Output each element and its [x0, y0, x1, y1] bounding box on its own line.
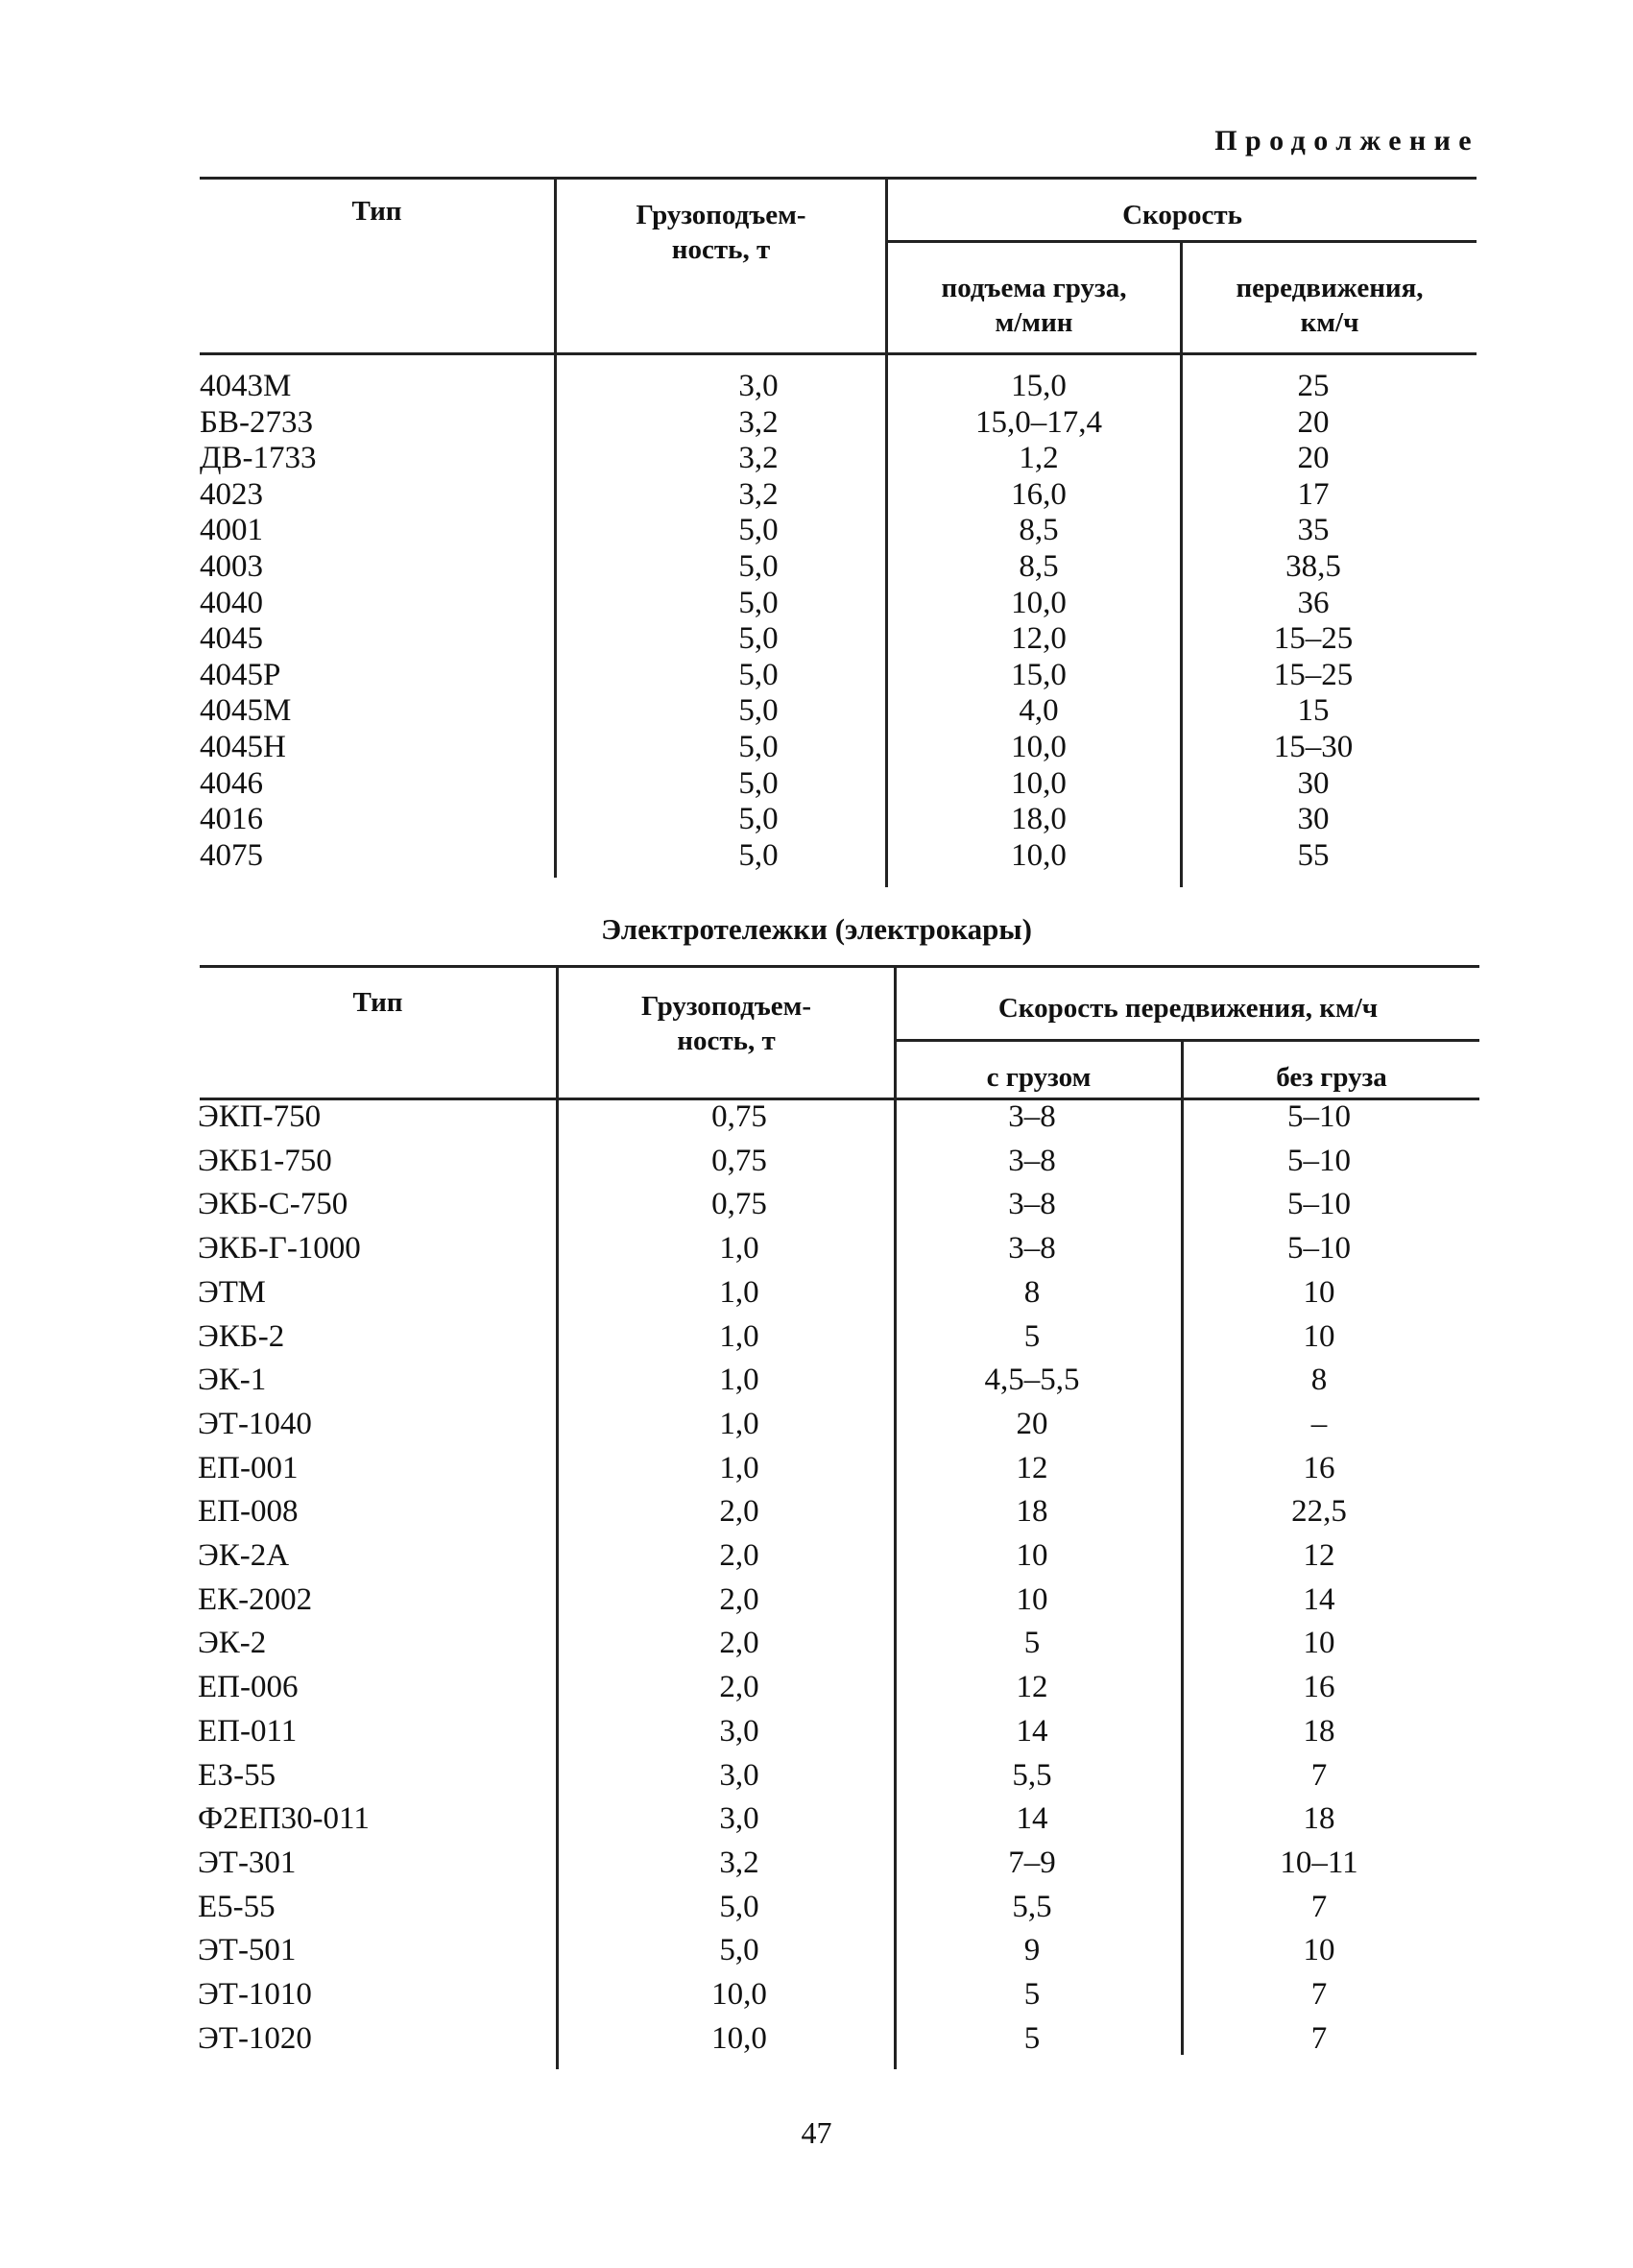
cell-capacity: 3,2 — [738, 404, 779, 440]
cell-speed-1: 7–9 — [1008, 1845, 1056, 1880]
cell-speed-1: 5,5 — [1012, 1889, 1052, 1924]
cell-speed-2: 18 — [1303, 1713, 1335, 1749]
cell-type: 4045М — [200, 693, 292, 729]
cell-type: 4040 — [200, 585, 263, 620]
cell-speed-1: 5 — [1023, 1626, 1041, 1661]
cell-speed-1: 14 — [1016, 1713, 1048, 1749]
table-1-header-speed: Скорость — [1122, 200, 1242, 230]
cell-capacity: 5,0 — [738, 730, 779, 764]
cell-capacity: 3,2 — [738, 476, 779, 512]
cell-speed-2: 17 — [1297, 476, 1330, 512]
cell-capacity: 3,0 — [719, 1757, 759, 1793]
cell-type: ЭТ-301 — [198, 1845, 297, 1880]
cell-speed-2: 10 — [1303, 1318, 1335, 1354]
cell-capacity: 3,0 — [719, 1713, 759, 1749]
cell-capacity: 5,0 — [738, 765, 779, 801]
table-2-header-capacity: Грузоподъем- ность, т — [640, 991, 812, 1056]
cell-capacity: 10,0 — [711, 1977, 767, 2012]
cell-type: Ф2ЕП30-011 — [198, 1801, 370, 1837]
cell-speed-2: 38,5 — [1285, 549, 1341, 584]
cell-type: ЭКБ1-750 — [198, 1143, 332, 1178]
cell-speed-1: 12,0 — [1011, 621, 1067, 657]
cell-speed-1: 10 — [1016, 1581, 1048, 1617]
cell-speed-2: 5–10 — [1287, 1143, 1351, 1178]
cell-type: ЭТ-501 — [198, 1933, 297, 1968]
cell-speed-1: 3–8 — [1008, 1231, 1056, 1267]
cell-type: ЭТМ — [198, 1274, 266, 1310]
cell-speed-1: 5 — [1023, 2020, 1041, 2056]
cell-speed-2: – — [1310, 1406, 1328, 1441]
cell-type: 4045 — [200, 621, 263, 657]
table-1-header-capacity: Грузоподъем- ность, т — [636, 200, 806, 265]
cell-speed-1: 15,0–17,4 — [975, 404, 1102, 440]
table-1-header-bottom-rule — [200, 352, 1477, 355]
cell-capacity: 5,0 — [719, 1889, 759, 1924]
cell-capacity: 5,0 — [738, 513, 779, 548]
cell-speed-2: 30 — [1297, 802, 1330, 837]
table-2-divider-3 — [1181, 1039, 1184, 2055]
cell-capacity: 10,0 — [711, 2020, 767, 2056]
page-number: 47 — [801, 2115, 832, 2150]
cell-speed-2: 15 — [1297, 693, 1330, 729]
cell-speed-1: 10,0 — [1011, 837, 1067, 873]
table-2-divider-1 — [556, 965, 559, 2069]
cell-type: БВ-2733 — [200, 404, 313, 440]
cell-capacity: 2,0 — [719, 1626, 759, 1661]
cell-capacity: 2,0 — [719, 1538, 759, 1573]
table-1-header-travel: передвижения, км/ч — [1236, 273, 1424, 338]
cell-capacity: 1,0 — [719, 1450, 759, 1485]
table-2-header-type: Тип — [352, 987, 403, 1018]
cell-speed-2: 15–25 — [1273, 657, 1354, 692]
table-1-top-rule-left — [200, 177, 886, 180]
cell-capacity: 2,0 — [719, 1670, 759, 1705]
cell-speed-2: 25 — [1297, 369, 1330, 403]
cell-type: ЕП-006 — [198, 1670, 299, 1705]
cell-type: ЕП-008 — [198, 1494, 299, 1530]
cell-speed-2: 7 — [1310, 1889, 1328, 1924]
cell-type: ЭТ-1040 — [198, 1406, 312, 1441]
cell-speed-1: 4,0 — [1019, 693, 1059, 729]
cell-speed-1: 3–8 — [1008, 1099, 1056, 1134]
cell-capacity: 5,0 — [738, 693, 779, 729]
table-1-top-rule — [886, 177, 1477, 180]
cell-type: 4003 — [200, 549, 263, 584]
cell-speed-1: 18,0 — [1011, 802, 1067, 837]
cell-type: ЭКБ-2 — [198, 1318, 285, 1354]
cell-speed-2: 7 — [1310, 2020, 1328, 2056]
cell-capacity: 0,75 — [711, 1143, 767, 1178]
cell-type: ЭК-1 — [198, 1363, 267, 1398]
cell-speed-1: 3–8 — [1008, 1143, 1056, 1178]
continuation-label: Продолжение — [1214, 125, 1479, 157]
cell-speed-1: 12 — [1016, 1450, 1048, 1485]
cell-capacity: 5,0 — [738, 585, 779, 620]
cell-capacity: 5,0 — [738, 549, 779, 584]
cell-speed-1: 10,0 — [1011, 730, 1067, 764]
cell-speed-1: 18 — [1016, 1494, 1048, 1530]
table-2-header-unloaded: без груза — [1276, 1062, 1387, 1093]
cell-speed-1: 20 — [1016, 1406, 1048, 1441]
cell-speed-1: 3–8 — [1008, 1187, 1056, 1222]
cell-type: ЕЗ-55 — [198, 1757, 276, 1793]
cell-speed-1: 15,0 — [1011, 657, 1067, 692]
cell-type: 4046 — [200, 765, 263, 801]
cell-capacity: 3,2 — [719, 1845, 759, 1880]
cell-speed-2: 7 — [1310, 1757, 1328, 1793]
cell-speed-2: 15–30 — [1273, 730, 1354, 764]
cell-speed-2: 10 — [1303, 1933, 1335, 1968]
table-1-header-lift: подъема груза, м/мин — [941, 273, 1127, 338]
cell-type: ДВ-1733 — [200, 441, 317, 476]
cell-capacity: 5,0 — [738, 657, 779, 692]
cell-capacity: 1,0 — [719, 1231, 759, 1267]
cell-speed-2: 15–25 — [1273, 621, 1354, 657]
cell-type: ЭК-2 — [198, 1626, 267, 1661]
cell-type: ЭТ-1010 — [198, 1977, 312, 2012]
cell-capacity: 5,0 — [719, 1933, 759, 1968]
cell-type: 4075 — [200, 837, 263, 873]
cell-speed-2: 10–11 — [1280, 1845, 1358, 1880]
cell-speed-1: 10,0 — [1011, 585, 1067, 620]
table-1-divider-1 — [554, 177, 557, 878]
cell-speed-2: 5–10 — [1287, 1099, 1351, 1134]
cell-speed-1: 15,0 — [1011, 369, 1067, 403]
cell-capacity: 0,75 — [711, 1099, 767, 1134]
cell-capacity: 5,0 — [738, 802, 779, 837]
cell-speed-2: 20 — [1297, 441, 1330, 476]
cell-speed-1: 12 — [1016, 1670, 1048, 1705]
cell-type: ЭТ-1020 — [198, 2020, 312, 2056]
cell-speed-2: 12 — [1303, 1538, 1335, 1573]
cell-type: ЕП-011 — [198, 1713, 298, 1749]
table-2-speed-rule — [895, 1039, 1479, 1042]
table-2-top-rule — [200, 965, 1479, 968]
cell-capacity: 0,75 — [711, 1187, 767, 1222]
cell-capacity: 2,0 — [719, 1494, 759, 1530]
cell-speed-2: 5–10 — [1287, 1187, 1351, 1222]
cell-speed-2: 5–10 — [1287, 1231, 1351, 1267]
table-2-title: Электротележки (электрокары) — [601, 912, 1032, 946]
cell-capacity: 1,0 — [719, 1318, 759, 1354]
cell-speed-2: 10 — [1303, 1274, 1335, 1310]
cell-type: 4045Р — [200, 657, 281, 692]
cell-capacity: 1,0 — [719, 1274, 759, 1310]
cell-type: Е5-55 — [198, 1889, 276, 1924]
cell-speed-1: 10 — [1016, 1538, 1048, 1573]
cell-capacity: 2,0 — [719, 1581, 759, 1617]
cell-speed-1: 5 — [1023, 1318, 1041, 1354]
cell-speed-1: 10,0 — [1011, 765, 1067, 801]
cell-speed-2: 16 — [1303, 1450, 1335, 1485]
cell-speed-1: 5 — [1023, 1977, 1041, 2012]
cell-type: ЭКБ-Г-1000 — [198, 1231, 361, 1267]
cell-type: ЕП-001 — [198, 1450, 299, 1485]
cell-speed-2: 35 — [1297, 513, 1330, 548]
cell-speed-2: 8 — [1310, 1363, 1328, 1398]
cell-speed-2: 18 — [1303, 1801, 1335, 1837]
cell-type: ЭКП-750 — [198, 1099, 322, 1134]
cell-speed-1: 8,5 — [1019, 549, 1059, 584]
cell-speed-1: 5,5 — [1012, 1757, 1052, 1793]
cell-type: ЭКБ-С-750 — [198, 1187, 348, 1222]
table-2-divider-2 — [894, 965, 897, 2069]
cell-speed-1: 4,5–5,5 — [984, 1363, 1080, 1398]
cell-speed-1: 16,0 — [1011, 476, 1067, 512]
cell-capacity: 3,0 — [719, 1801, 759, 1837]
cell-speed-2: 10 — [1303, 1626, 1335, 1661]
cell-speed-1: 9 — [1023, 1933, 1041, 1968]
cell-speed-2: 22,5 — [1291, 1494, 1347, 1530]
cell-type: 4016 — [200, 802, 263, 837]
cell-type: ЭК-2А — [198, 1538, 290, 1573]
cell-speed-2: 20 — [1297, 404, 1330, 440]
cell-capacity: 1,0 — [719, 1406, 759, 1441]
cell-speed-2: 7 — [1310, 1977, 1328, 2012]
cell-capacity: 3,2 — [738, 441, 779, 476]
table-2-header-loaded: с грузом — [986, 1062, 1092, 1093]
cell-speed-1: 8,5 — [1019, 513, 1059, 548]
cell-speed-1: 8 — [1023, 1274, 1041, 1310]
cell-capacity: 3,0 — [738, 369, 779, 403]
cell-type: ЕК-2002 — [198, 1581, 313, 1617]
cell-capacity: 5,0 — [738, 837, 779, 873]
cell-type: 4045Н — [200, 730, 286, 764]
cell-speed-2: 30 — [1297, 765, 1330, 801]
cell-speed-2: 16 — [1303, 1670, 1335, 1705]
cell-speed-2: 36 — [1297, 585, 1330, 620]
cell-capacity: 5,0 — [738, 621, 779, 657]
cell-capacity: 1,0 — [719, 1363, 759, 1398]
cell-speed-1: 1,2 — [1019, 441, 1059, 476]
cell-speed-2: 14 — [1303, 1581, 1335, 1617]
cell-type: 4001 — [200, 513, 263, 548]
table-1-header-type: Тип — [351, 196, 402, 227]
cell-type: 4023 — [200, 476, 263, 512]
cell-speed-1: 14 — [1016, 1801, 1048, 1837]
cell-speed-2: 55 — [1297, 837, 1330, 873]
table-2-header-speed: Скорость передвижения, км/ч — [997, 993, 1379, 1024]
cell-type: 4043М — [200, 369, 292, 403]
